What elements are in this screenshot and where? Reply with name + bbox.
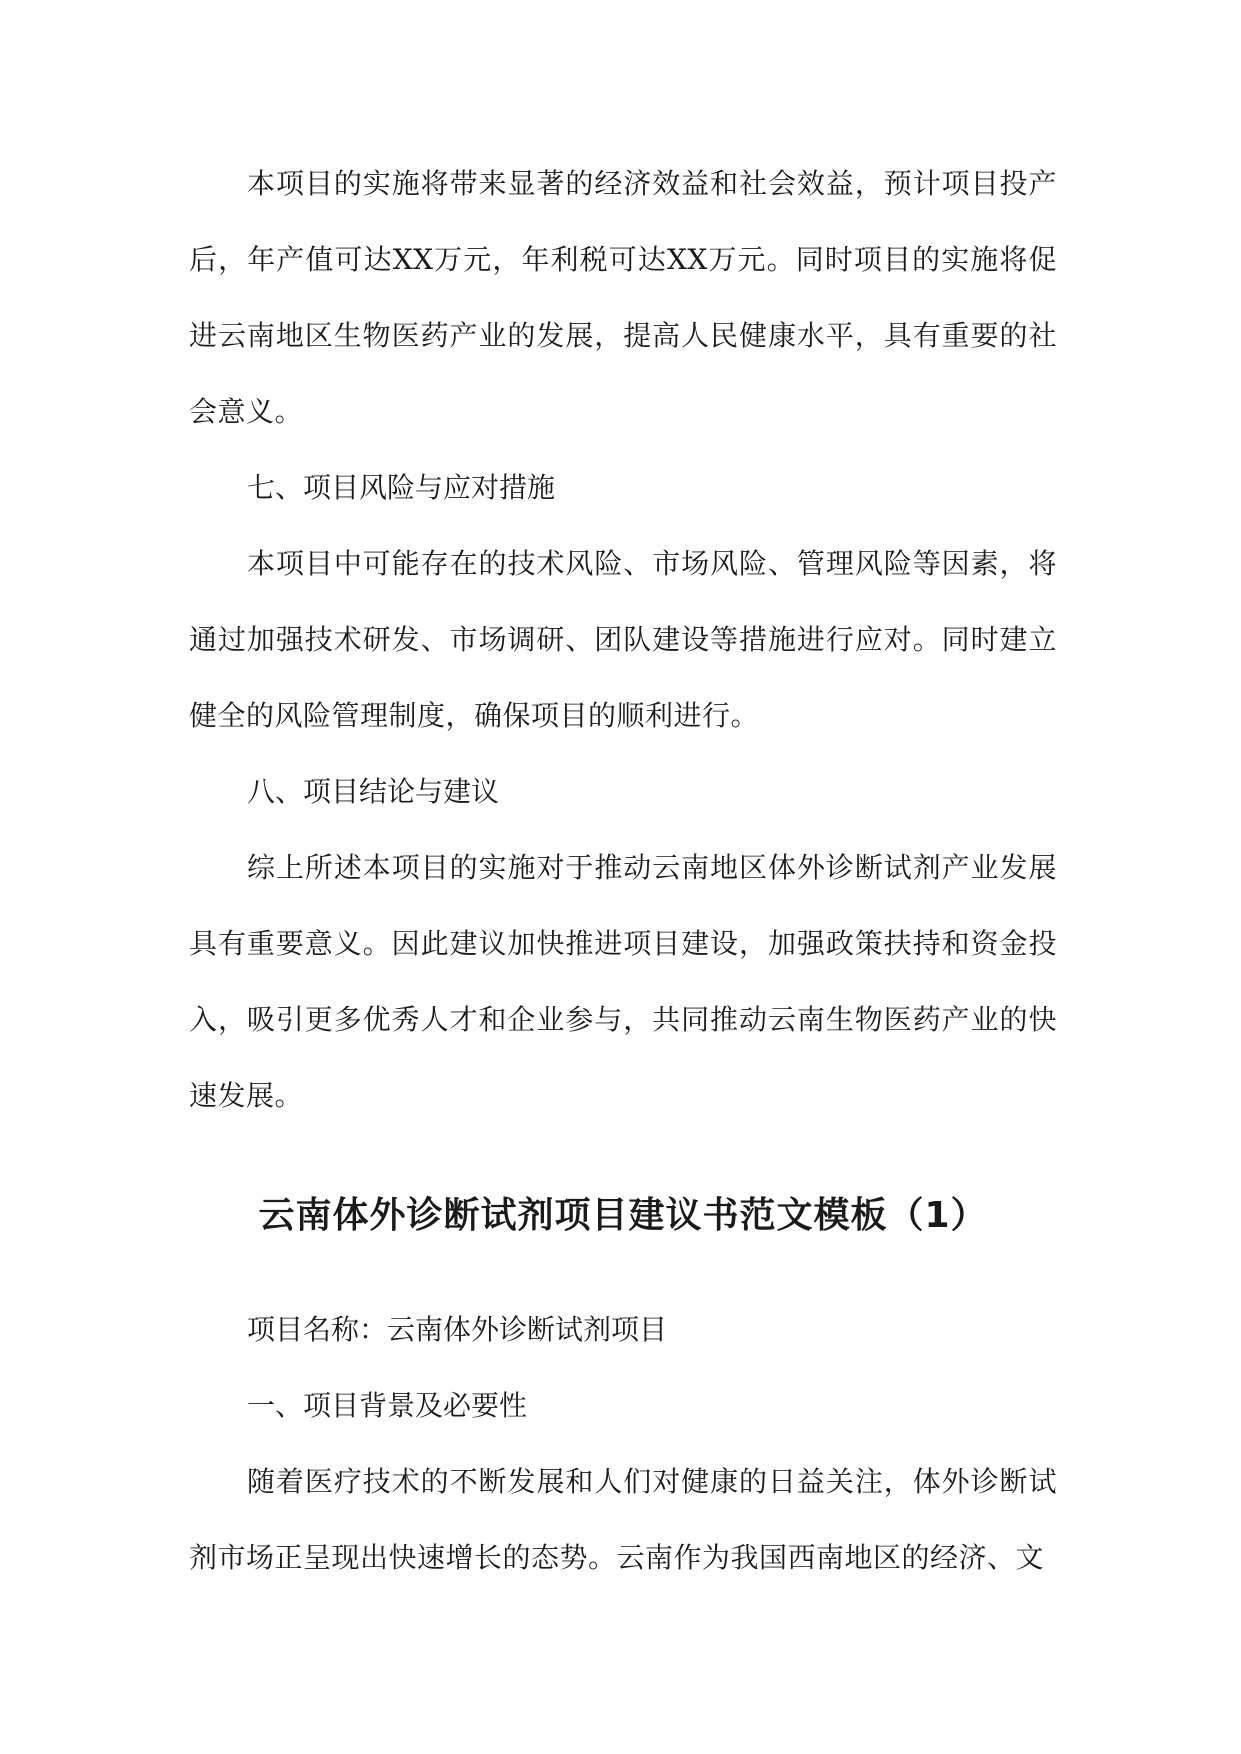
page-content: [189, 146, 1057, 1596]
heading-section-8: 八、项目结论与建议: [247, 775, 500, 808]
heading-section-1: 一、项目背景及必要性: [247, 1389, 528, 1422]
document-title: 云南体外诊断试剂项目建议书范文模板（1）: [258, 1195, 988, 1236]
heading-section-7: 七、项目风险与应对措施: [247, 471, 556, 504]
paragraph-background: 随着医疗技术的不断发展和人们对健康的日益关注，体外诊断试剂市场正呈现出快速增长的态势。云南作为我国西南地区的经济、文: [189, 1465, 1057, 1574]
project-name-line: 项目名称：云南体外诊断试剂项目: [247, 1313, 668, 1346]
paragraph-benefits: 本项目的实施将带来显著的经济效益和社会效益，预计项目投产后，年产值可达XX万元，年利税可达XX万元。同时项目的实施将促进云南地区生物医药产业的发展，提高人民健康水平，具有重要的社会意义。: [189, 167, 1057, 428]
paragraph-conclusion: 综上所述本项目的实施对于推动云南地区体外诊断试剂产业发展具有重要意义。因此建议加快推进项目建设，加强政策扶持和资金投入，吸引更多优秀人才和企业参与，共同推动云南生物医药产业的快速发展。: [189, 851, 1057, 1112]
paragraph-risks: 本项目中可能存在的技术风险、市场风险、管理风险等因素，将通过加强技术研发、市场调研、团队建设等措施进行应对。同时建立健全的风险管理制度，确保项目的顺利进行。: [189, 547, 1057, 732]
